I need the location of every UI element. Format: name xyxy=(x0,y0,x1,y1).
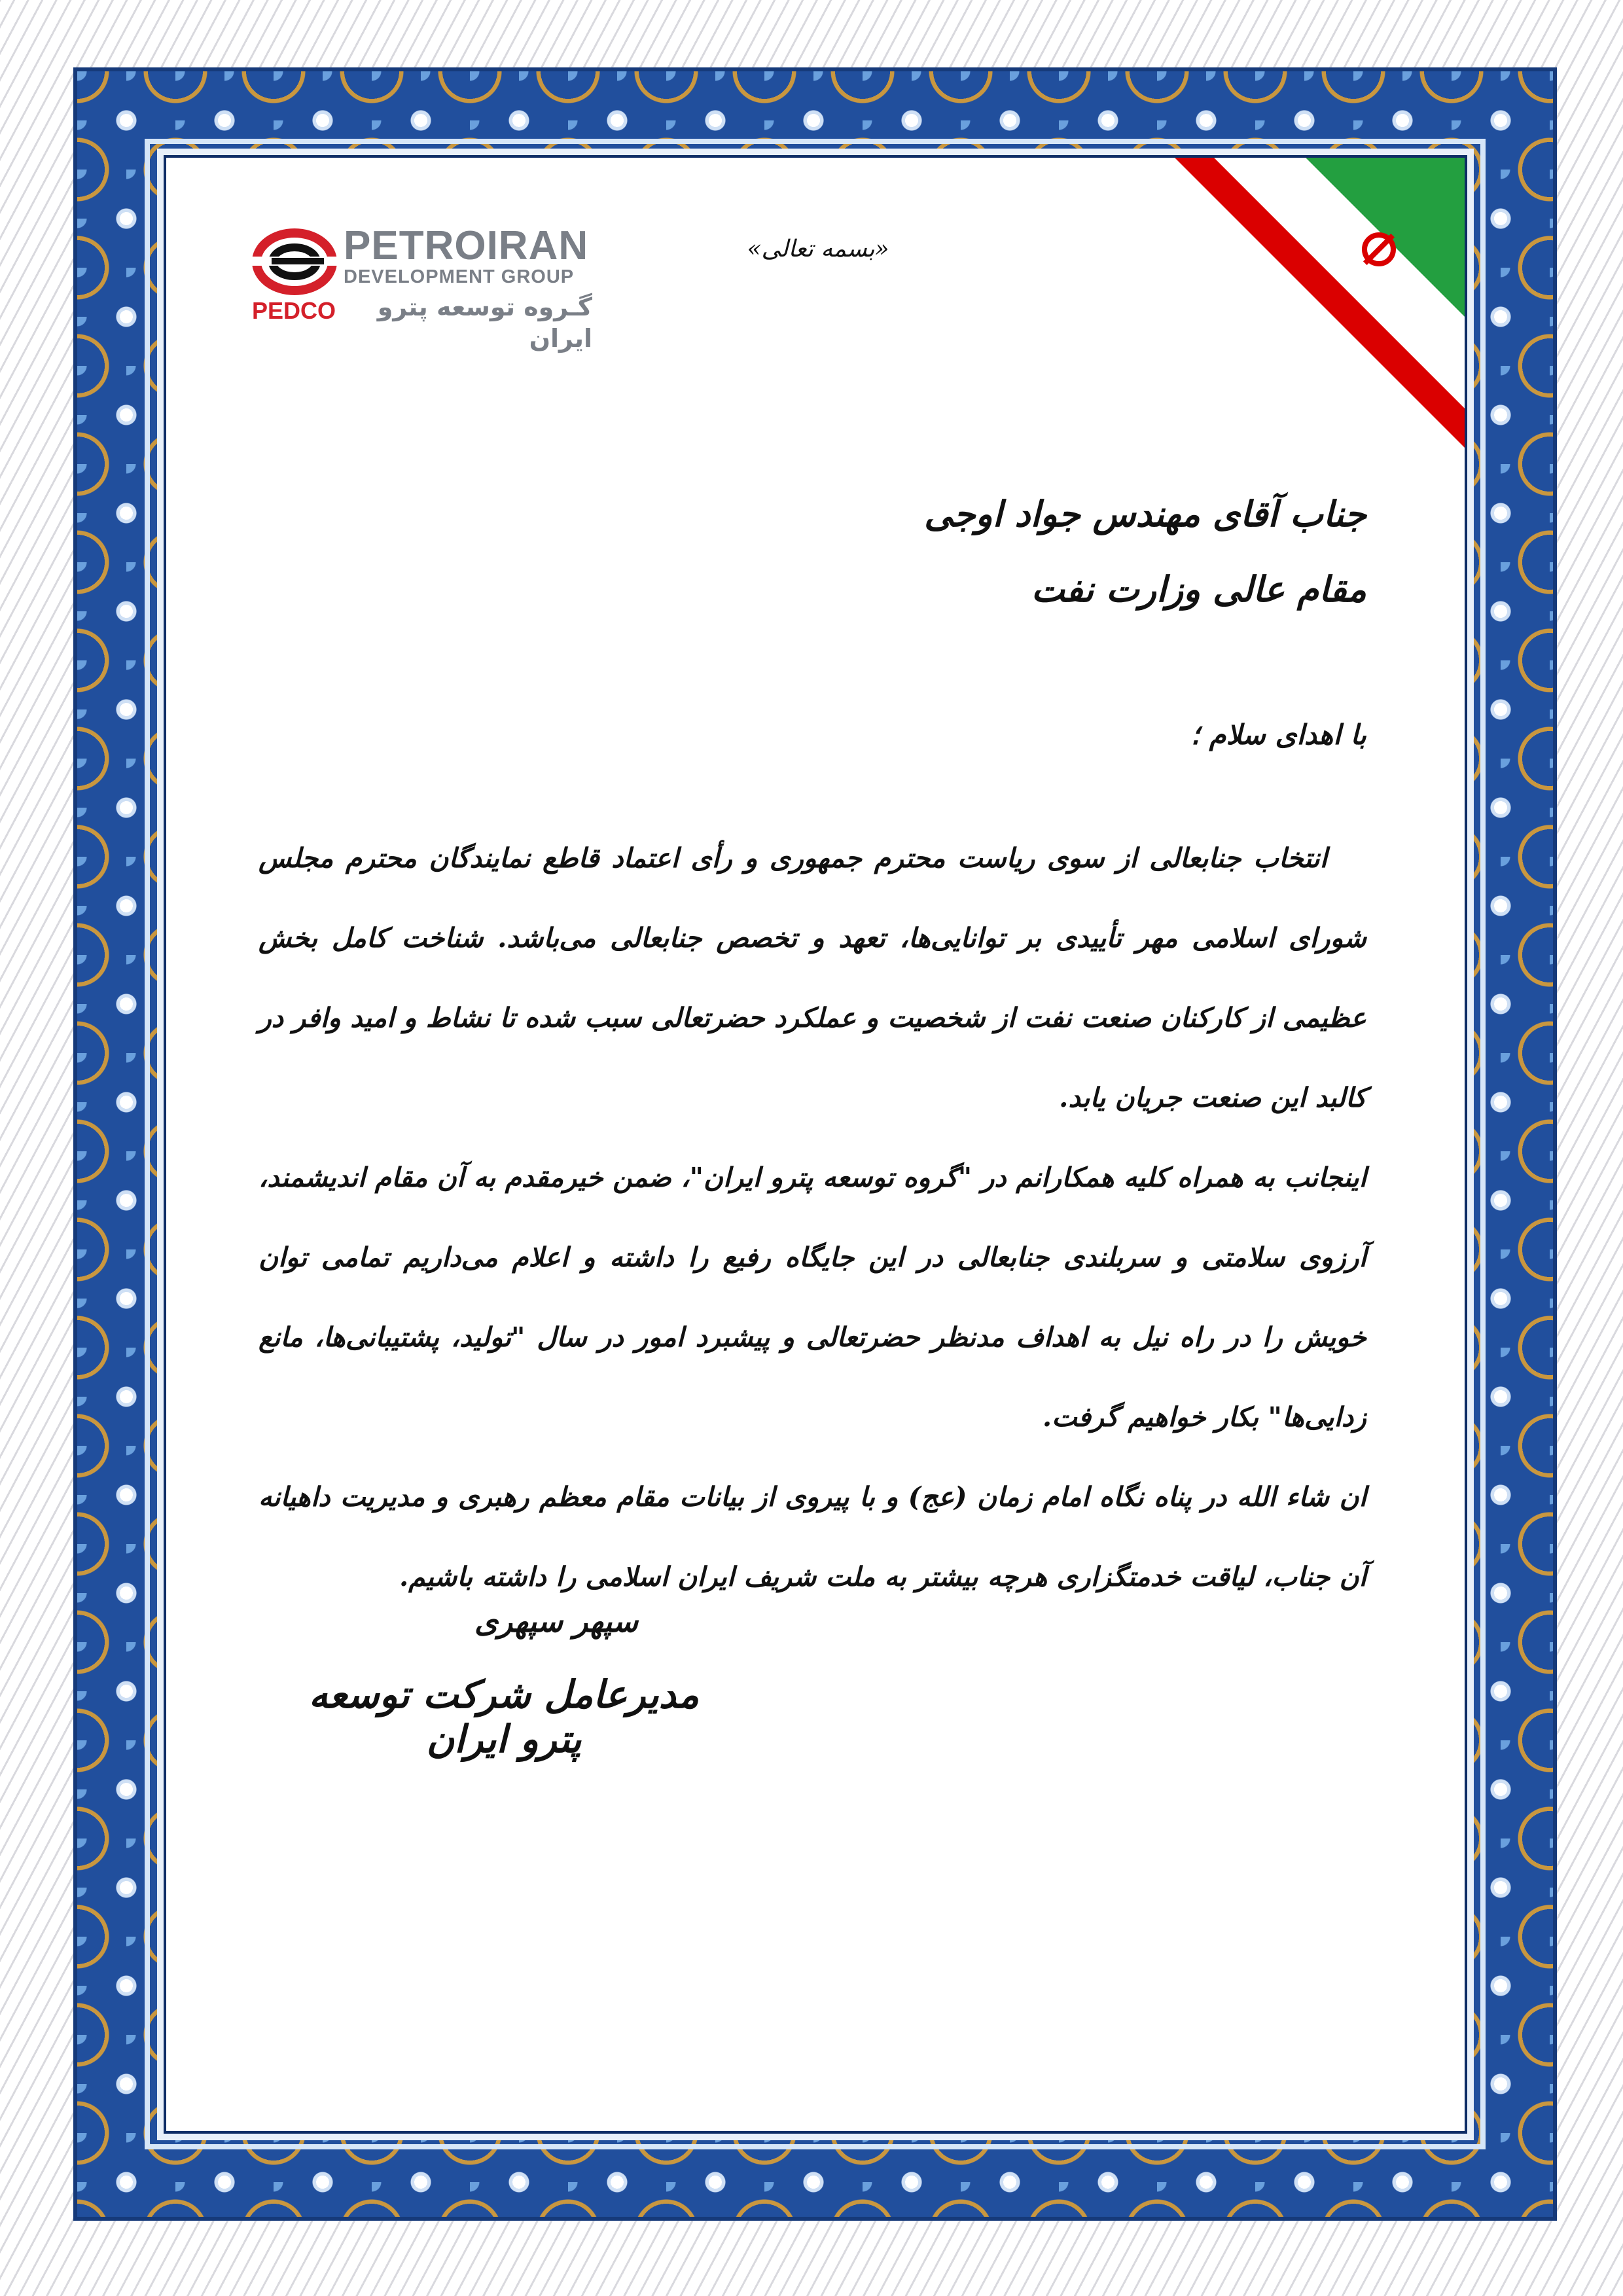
logo-persian-name: گـروه توسعه پترو ایران xyxy=(377,293,592,353)
signatory-name: سپهر سپهری xyxy=(474,1604,639,1639)
addressee-position: مقام عالی وزارت نفت xyxy=(1031,568,1366,610)
logo-wordmark: PETROIRAN xyxy=(344,223,589,268)
body-paragraph-2: اینجانب به همراه کلیه همکارانم در "گروه توسعه پترو ایران"، ضمن خیرمقدم به آن مقام اندیشمند، آرزوی سلامتی و سربلندی جنابعالی در این جایگاه رفیع را داشته و اعلام می‌داریم تمامی توان خویش را در راه نیل به اهداف مدنظر حضرتعالی و پیشبرد امور در سال "تولید، پشتیبانی‌ها، مانع زدایی‌ها" بکار خواهیم گرفت. xyxy=(259,1162,1366,1433)
body-paragraph-1: انتخاب جنابعالی از سوی ریاست محترم جمهوری و رأی اعتماد قاطع نمایندگان محترم مجلس شورای اسلامی مهر تأییدی بر توانایی‌ها، تعهد و تخصص جنابعالی می‌باشد. شناخت کامل بخش عظیمی از کارکنان صنعت نفت از شخصیت و عملکرد حضرتعالی سبب شده تا نشاط و امید وافر در کالبد این صنعت جریان یابد. xyxy=(259,842,1366,1113)
body-paragraph-3: ان شاء الله در پناه نگاه امام زمان (عج) و با پیروی از بیانات مقام معظم رهبری و مدیریت داهیانه آن جناب، لیاقت خدمتگزاری هرچه بیشتر به ملت شریف ایران اسلامی را داشته باشیم. xyxy=(259,1481,1366,1592)
company-logo xyxy=(252,223,592,353)
addressee-name: جناب آقای مهندس جواد اوجی xyxy=(924,493,1366,535)
logo-subtitle: DEVELOPMENT GROUP xyxy=(344,266,575,287)
letter-body xyxy=(259,818,1366,1617)
pedco-emblem-icon xyxy=(252,226,337,298)
iran-flag-corner xyxy=(1175,158,1465,448)
greeting-line: با اهدای سلام ؛ xyxy=(1190,719,1366,751)
logo-acronym: PEDCO xyxy=(252,297,336,324)
invocation-heading: «بسمه تعالی» xyxy=(747,236,889,262)
signatory-title: مدیرعامل شرکت توسعه پترو ایران xyxy=(308,1672,700,1761)
